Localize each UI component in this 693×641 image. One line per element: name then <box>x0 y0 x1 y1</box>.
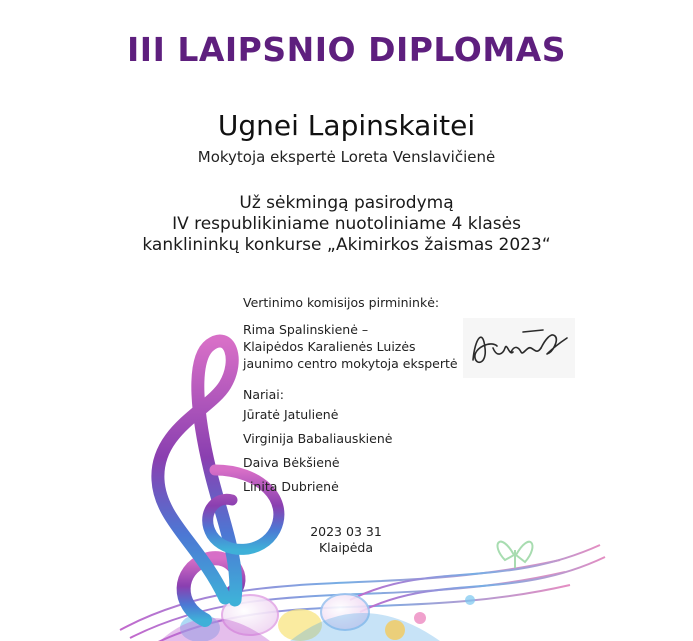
reason-line: Už sėkmingą pasirodymą <box>239 193 454 213</box>
reason-line: kanklininkų konkurse „Akimirkos žaismas 2023“ <box>142 235 551 255</box>
member-name: Linita Dubrienė <box>243 479 339 494</box>
chair-line: Rima Spalinskienė – <box>243 322 369 337</box>
date-location <box>296 524 396 556</box>
committee-chair-block <box>243 294 473 372</box>
award-reason <box>0 193 693 256</box>
chair-line: jaunimo centro mokytoja ekspertė <box>243 356 458 371</box>
members-label: Nariai: <box>243 387 284 402</box>
member-name: Virginija Babaliauskienė <box>243 431 393 446</box>
member-name: Daiva Bėkšienė <box>243 455 340 470</box>
teacher-line: Mokytoja ekspertė Loreta Venslavičienė <box>197 148 496 166</box>
member-name: Jūratė Jatulienė <box>243 407 339 422</box>
diploma-title: III LAIPSNIO DIPLOMAS <box>127 30 566 69</box>
reason-line: IV respublikiniame nuotoliniame 4 klasės <box>172 214 521 234</box>
recipient-name: Ugnei Lapinskaitei <box>217 109 476 142</box>
signature-image <box>463 318 575 378</box>
chair-label: Vertinimo komisijos pirmininkė: <box>243 295 440 310</box>
butterfly-icon <box>498 542 533 568</box>
committee-members-block <box>243 386 473 499</box>
issue-date: 2023 03 31 <box>310 524 382 539</box>
chair-line: Klaipėdos Karalienės Luizės <box>243 339 416 354</box>
issue-city: Klaipėda <box>318 540 374 555</box>
